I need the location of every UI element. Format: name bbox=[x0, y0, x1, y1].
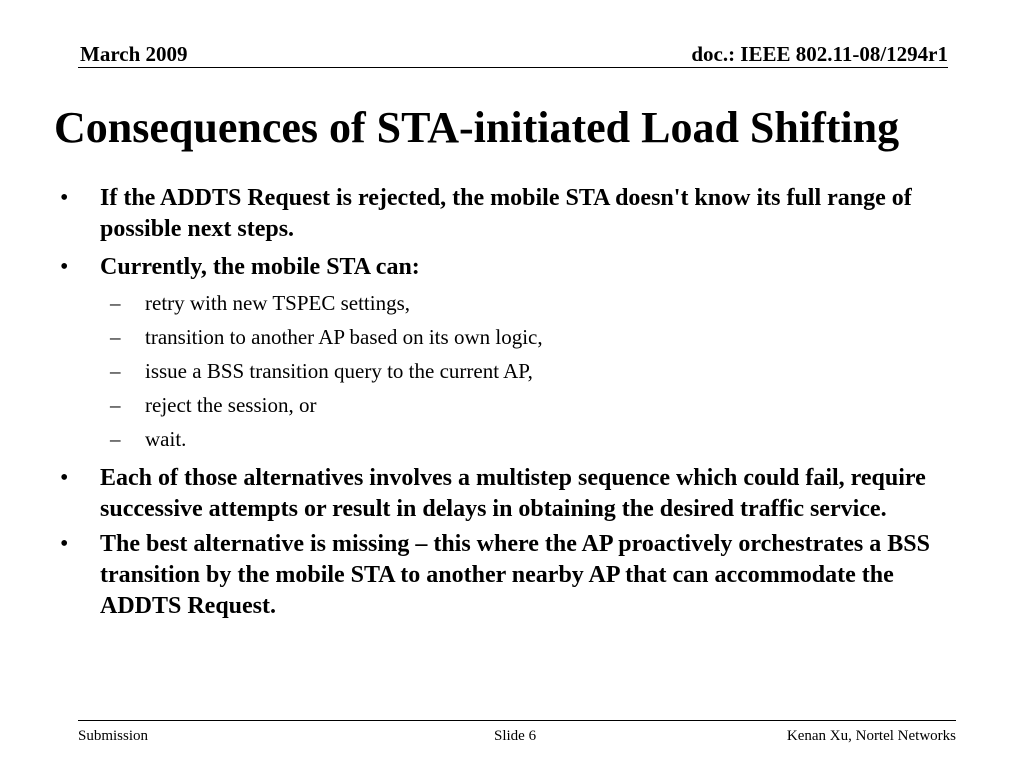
footer-slide-number: Slide 6 bbox=[494, 728, 537, 744]
bullet-text: If the ADDTS Request is rejected, the mobile STA doesn't know its full range of possible next steps. bbox=[100, 185, 912, 242]
header-date: March 2009 bbox=[80, 42, 188, 66]
bullet-item bbox=[0, 183, 965, 245]
sub-bullet-text: reject the session, or bbox=[145, 393, 317, 417]
header-doc-id: doc.: IEEE 802.11-08/1294r1 bbox=[691, 42, 948, 66]
bullet-text: Each of those alternatives involves a multistep sequence which could fail, require successive attempts or result in delays in obtaining the desired traffic service. bbox=[100, 465, 926, 522]
dash-icon: – bbox=[110, 393, 121, 417]
sub-bullet-item bbox=[0, 324, 965, 351]
bullet-icon: • bbox=[60, 531, 69, 557]
footer-author: Kenan Xu, Nortel Networks bbox=[786, 728, 956, 744]
sub-bullet-text: transition to another AP based on its own logic, bbox=[145, 325, 543, 349]
bullet-item bbox=[0, 463, 965, 525]
bullet-item bbox=[0, 252, 965, 283]
bullet-item bbox=[0, 529, 965, 622]
slide-title: Consequences of STA-initiated Load Shifting bbox=[54, 103, 900, 152]
sub-bullet-item bbox=[0, 426, 965, 453]
dash-icon: – bbox=[110, 291, 121, 315]
dash-icon: – bbox=[110, 427, 121, 451]
sub-bullet-text: issue a BSS transition query to the current AP, bbox=[145, 359, 533, 383]
sub-bullet-item bbox=[0, 290, 965, 317]
footer-divider bbox=[78, 720, 956, 721]
dash-icon: – bbox=[110, 359, 121, 383]
bullet-text: Currently, the mobile STA can: bbox=[100, 254, 420, 280]
bullet-icon: • bbox=[60, 465, 69, 491]
header-divider bbox=[78, 67, 948, 68]
dash-icon: – bbox=[110, 325, 121, 349]
sub-bullet-item bbox=[0, 358, 965, 385]
bullet-icon: • bbox=[60, 254, 69, 280]
sub-bullet-text: wait. bbox=[145, 427, 187, 451]
slide-body bbox=[0, 183, 1024, 622]
footer-submission: Submission bbox=[78, 728, 149, 744]
bullet-icon: • bbox=[60, 185, 69, 211]
bullet-text: The best alternative is missing – this where the AP proactively orchestrates a BSS transition by the mobile STA to another nearby AP that can accommodate the ADDTS Request. bbox=[100, 531, 930, 619]
sub-bullet-item bbox=[0, 392, 965, 419]
sub-bullet-text: retry with new TSPEC settings, bbox=[145, 291, 411, 315]
